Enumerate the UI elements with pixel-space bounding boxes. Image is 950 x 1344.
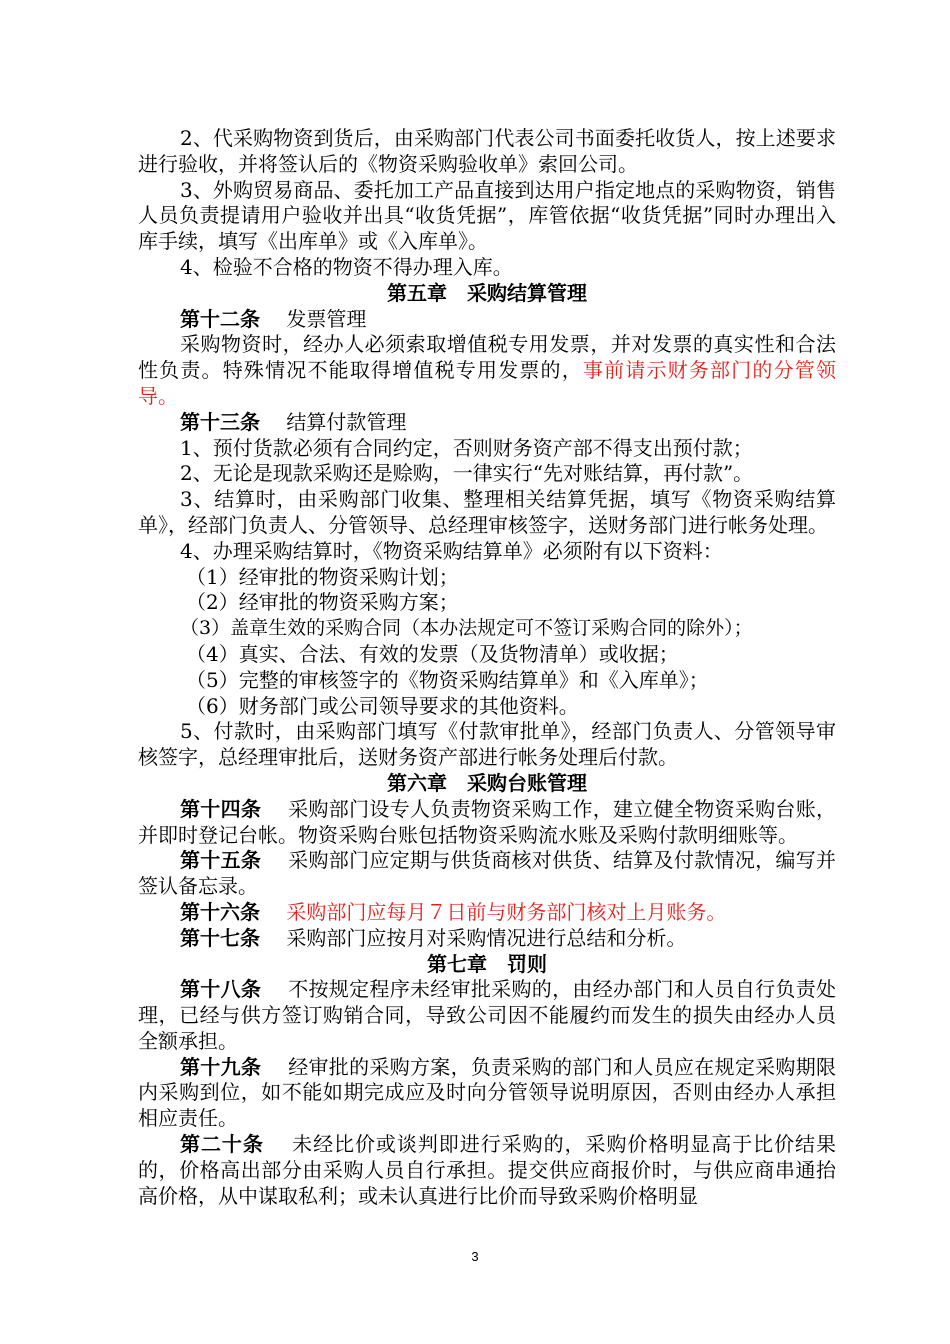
list-item: （4）真实、合法、有效的发票（及货物清单）或收据； bbox=[186, 641, 679, 666]
paragraph: 1、预付货款必须有合同约定，否则财务资产部不得支出预付款； bbox=[180, 435, 753, 460]
article bbox=[138, 977, 836, 1054]
article-title: 第十四条 bbox=[180, 796, 262, 821]
article-title: 第十二条 bbox=[180, 306, 260, 331]
article-title: 第十七条 bbox=[180, 925, 260, 950]
article-text: 经审批的采购方案，负责采购的部门和人员应在规定采购期限内采购到位，如不能如期完成应及时向分管领导说明原因，否则由经办人承担相应责任。 bbox=[138, 1054, 837, 1131]
chapter-heading: 第七章 罚则 bbox=[427, 951, 547, 976]
article-title: 第十五条 bbox=[180, 848, 262, 873]
chapter-heading: 第六章 采购台账管理 bbox=[387, 770, 587, 795]
article-text: 采购部门应按月对采购情况进行总结和分析。 bbox=[286, 925, 687, 950]
paragraph: 4、检验不合格的物资不得办理入库。 bbox=[180, 254, 513, 279]
article bbox=[138, 1055, 836, 1132]
article-text: 未经比价或谈判即进行采购的，采购价格明显高于比价结果的，价格高出部分由采购人员自行承担。提交供应商报价时，与供应商串通抬高价格，从中谋取私利；或未认真进行比价而导致采购价格明显 bbox=[138, 1132, 837, 1208]
article-title: 第十九条 bbox=[180, 1054, 262, 1079]
article-text: 采购部门应定期与供货商核对供货、结算及付款情况，编写并签认备忘录。 bbox=[138, 848, 837, 899]
paragraph: 3、外购贸易商品、委托加工产品直接到达用户指定地点的采购物资，销售人员负责提请用户验收并出具“收货凭据”，库管依据“收货凭据”同时办理出入库手续，填写《出库单》或《入库单》。 bbox=[138, 177, 836, 254]
article bbox=[138, 797, 836, 849]
article-name: 发票管理 bbox=[286, 306, 367, 331]
paragraph: 4、办理采购结算时，《物资采购结算单》必须附有以下资料： bbox=[180, 538, 723, 563]
list-item: （1）经审批的物资采购计划； bbox=[186, 564, 459, 589]
highlighted-text: 采购部门应每月７日前与财务部门核对上月账务。 bbox=[286, 899, 727, 924]
highlighted-text: 事前请示财务部门的分管领导。 bbox=[138, 358, 836, 408]
article bbox=[138, 1132, 836, 1209]
document-page bbox=[138, 126, 836, 1209]
article-text: 采购部门设专人负责物资采购工作，建立健全物资采购台账，并即时登记台帐。物资采购台账包括物资采购流水账及采购付款明细账等。 bbox=[138, 796, 837, 847]
article-name: 结算付款管理 bbox=[286, 409, 407, 434]
article-text: 不按规定程序未经审批采购的，由经办部门和人员自行负责处理，已经与供方签订购销合同，导致公司因不能履约而发生的损失由经办人员全额承担。 bbox=[138, 977, 837, 1053]
article-title: 第十三条 bbox=[180, 409, 260, 434]
article-title: 第十八条 bbox=[180, 977, 262, 1002]
list-item: （3）盖章生效的采购合同（本办法规定可不签订采购合同的除外）； bbox=[180, 617, 753, 640]
paragraph: 5、付款时，由采购部门填写《付款审批单》，经部门负责人、分管领导审核签字，总经理审批后，送财务资产部进行帐务处理后付款。 bbox=[138, 719, 836, 770]
paragraph: 3、结算时，由采购部门收集、整理相关结算凭据，填写《物资采购结算单》，经部门负责人、分管领导、总经理审核签字，送财务部门进行帐务处理。 bbox=[138, 487, 836, 537]
paragraph: 2、无论是现款采购还是赊购，一律实行“先对账结算，再付款”。 bbox=[180, 461, 754, 486]
article-title: 第十六条 bbox=[180, 899, 260, 924]
article bbox=[138, 848, 836, 900]
paragraph bbox=[138, 332, 836, 409]
list-item: （5）完整的审核签字的《物资采购结算单》和《入库单》； bbox=[186, 667, 709, 692]
article-heading bbox=[138, 410, 836, 436]
page-number: 3 bbox=[471, 1249, 479, 1264]
article bbox=[138, 900, 836, 926]
list-item: （2）经审批的物资采购方案； bbox=[186, 590, 459, 615]
chapter-heading: 第五章 采购结算管理 bbox=[387, 280, 587, 305]
article-title: 第二十条 bbox=[180, 1132, 264, 1157]
paragraph-text: 采购物资时，经办人必须索取增值税专用发票，并对发票的真实性和合法性负责。特殊情况不能取得增值税专用发票的， bbox=[138, 332, 836, 383]
article bbox=[138, 926, 836, 952]
paragraph: 2、代采购物资到货后，由采购部门代表公司书面委托收货人，按上述要求进行验收，并将签认后的《物资采购验收单》索回公司。 bbox=[138, 126, 836, 176]
article-heading bbox=[138, 307, 836, 333]
list-item: （6）财务部门或公司领导要求的其他资料。 bbox=[186, 693, 579, 718]
